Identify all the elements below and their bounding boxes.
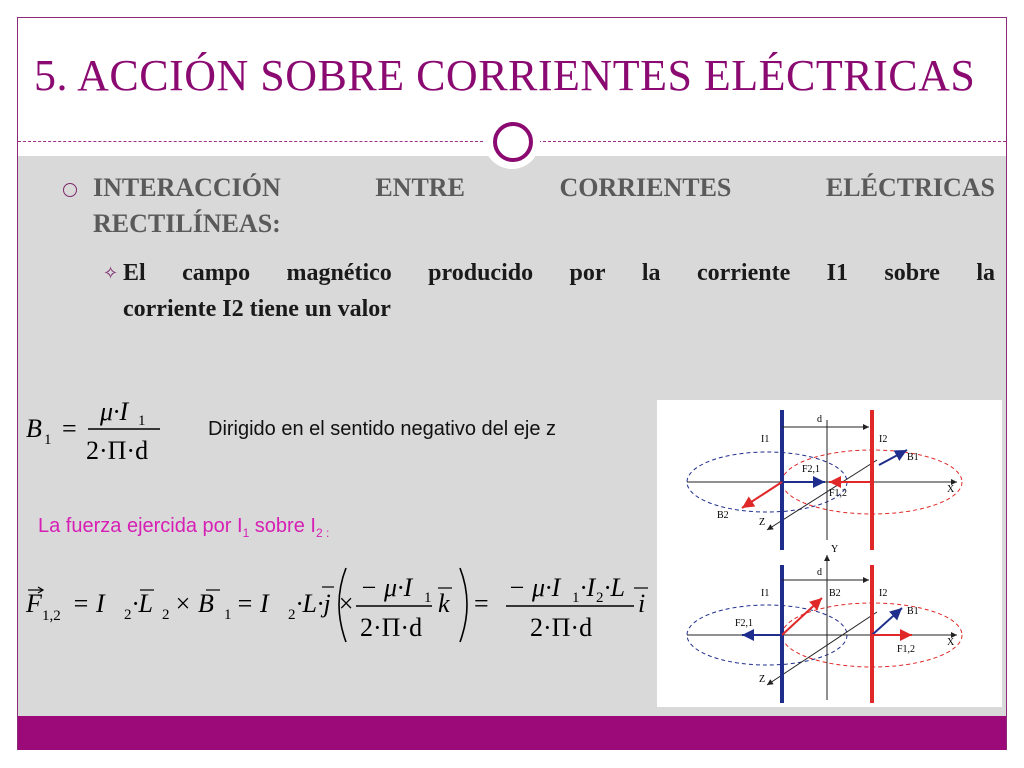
fig-top-label: F1,2 (829, 488, 848, 499)
f12-part2: ·L (132, 589, 153, 618)
sub-bullet-text (123, 255, 995, 327)
sub-word: I1 (826, 260, 848, 286)
title-divider-right (538, 141, 1006, 142)
b1-num-sub: 1 (138, 413, 146, 429)
f12-num1: − μ·I (360, 573, 413, 602)
fig-top-label: d (817, 414, 822, 425)
f12-lhs-sub: 1,2 (42, 608, 61, 624)
sub-word: magnético (286, 260, 392, 286)
right-paren-icon (460, 568, 467, 642)
fig-bottom-label: Z (759, 674, 766, 685)
sub-word: por (569, 260, 606, 286)
fig-top-label: I1 (761, 434, 770, 445)
heading-word: CORRIENTES (559, 173, 732, 202)
heading-line-1 (93, 170, 995, 206)
f12-num2: − μ·I (508, 573, 561, 602)
bottom-bar (18, 716, 1006, 750)
fig-bottom-label: d (817, 567, 822, 578)
force-text-pre: La fuerza ejercida por I (38, 515, 243, 537)
sub-word: producido (428, 260, 534, 286)
fig-bottom-label: I1 (761, 588, 770, 599)
formula-f12 (20, 560, 655, 650)
sub-line-1 (123, 255, 995, 291)
sub-word: la (976, 260, 995, 286)
b1-denominator: 2·Π·d (86, 436, 149, 465)
force-sub-2: 2 : (315, 526, 330, 540)
f12-eq2: = (474, 589, 489, 618)
fig-bottom-label: F2,1 (735, 618, 754, 629)
fig-bottom-label: B2 (829, 588, 841, 599)
fig-bottom-label: B1 (907, 606, 919, 617)
physics-figure (657, 400, 1002, 707)
fig-top-label: F2,1 (802, 464, 821, 475)
sub-word: corriente (696, 260, 791, 286)
b1-numerator: μ·I (100, 397, 129, 426)
force-text-mid: sobre I (249, 515, 316, 537)
sub-word: la (641, 260, 661, 286)
b1-lhs-sub: 1 (44, 432, 52, 448)
fig-bottom-label: X (947, 637, 955, 648)
f12-part4-sub: 2 (288, 607, 296, 623)
f12-den2: 2·Π·d (530, 613, 593, 642)
f12-part3: × B (174, 589, 214, 618)
f12-num2-sub2: 2 (596, 590, 604, 606)
fig-bottom-label: F1,2 (897, 644, 916, 655)
b1-vector (879, 450, 907, 465)
f12-k: k (438, 589, 450, 618)
f12-num2-end: ·L (604, 573, 625, 602)
heading-word: ENTRE (375, 173, 465, 202)
fig-bottom-label: I2 (879, 588, 888, 599)
formula-b1 (20, 392, 210, 472)
f12-den1: 2·Π·d (360, 613, 423, 642)
f12-lhs: F (26, 589, 42, 618)
sub-word: campo (182, 260, 251, 286)
f12-num2-mid: ·I (580, 573, 596, 602)
b2-vector (742, 482, 782, 508)
sub-line-2: corriente I2 tiene un valor (123, 296, 391, 322)
f12-part4: = I (236, 589, 269, 618)
fig-top-label: B1 (907, 452, 919, 463)
heading-word: INTERACCIÓN (93, 173, 281, 202)
sub-word: El (123, 260, 146, 286)
f12-i: i (638, 589, 646, 618)
fig-top-label: Z (759, 517, 766, 528)
fig-top-label: I2 (879, 434, 888, 445)
f12-num2-sub1: 1 (572, 590, 580, 606)
b1-lhs: B (26, 414, 42, 443)
f12-num1-sub: 1 (424, 590, 432, 606)
f12-part5: ·L·j × (296, 589, 355, 618)
circle-bullet-icon (63, 183, 77, 197)
f12-part1-sub: 2 (124, 607, 132, 623)
f12-part3-sub: 1 (224, 607, 232, 623)
title-divider-left (18, 141, 488, 142)
section-heading (93, 170, 995, 242)
b1-eq: = (62, 414, 77, 443)
top-diagram (687, 410, 962, 550)
direction-text: Dirigido en el sentido negativo del eje z (208, 418, 556, 440)
f12-part2-sub: 2 (162, 607, 170, 623)
force-sub-1: 1 (242, 526, 250, 540)
star-bullet-icon: ✧ (103, 263, 119, 283)
force-text (38, 515, 329, 540)
fig-top-label: B2 (717, 510, 729, 521)
slide-title: 5. ACCIÓN SOBRE CORRIENTES ELÉCTRICAS (34, 51, 976, 100)
ring-ornament-icon (493, 122, 533, 162)
heading-word: ELÉCTRICAS (825, 173, 995, 202)
fig-bottom-label: Y (831, 544, 839, 555)
b2-vector (782, 598, 822, 635)
f12-part1: = I (72, 589, 105, 618)
sub-word: sobre (884, 260, 940, 286)
fig-top-label: X (947, 484, 955, 495)
heading-line-2: RECTILÍNEAS: (93, 209, 281, 238)
figure-svg (657, 400, 1002, 707)
bottom-diagram (687, 544, 962, 703)
